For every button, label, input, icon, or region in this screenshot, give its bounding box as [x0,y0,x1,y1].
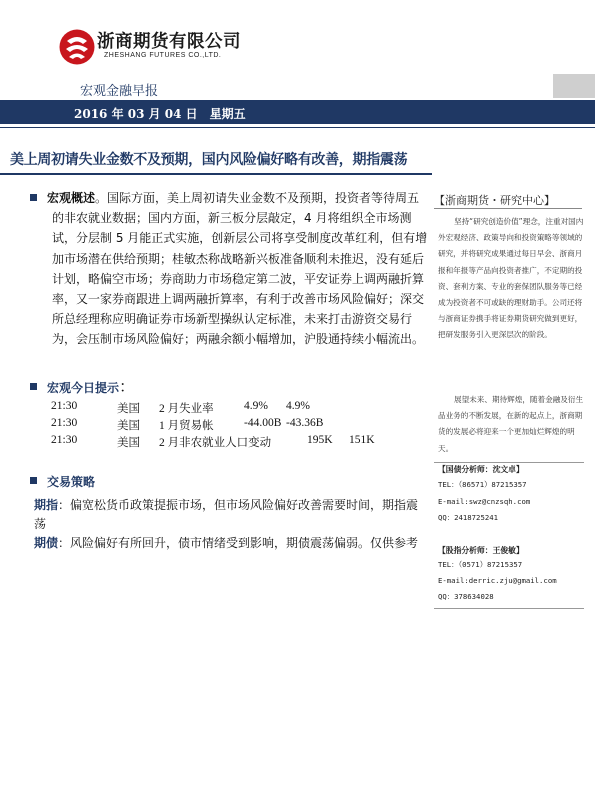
analyst-1-qq: QQ：2418725241 [438,513,499,522]
square-bullet-icon [30,477,37,484]
calendar-prior: -44.00B [244,417,282,429]
square-bullet-icon [30,383,37,390]
analyst-2-tel: TEL：（0571）87215357 [438,560,523,569]
calendar-heading-colon: ： [119,377,136,396]
calendar-event: 2 月非农就业人口变动 [159,437,272,449]
strategy-item-bond-futures [34,534,430,553]
calendar-prior: 4.9% [244,400,268,412]
strategy-text: ：风险偏好有所回升，债市情绪受到影响，期债震荡偏弱。仅供参考 [58,536,419,550]
calendar-country: 美国 [117,420,140,432]
header-accent-block [553,74,595,98]
company-logo-icon [58,28,96,66]
sidebar-title: 【浙商期货・研究中心】 [434,194,555,207]
analyst-2-header: 【股指分析师：王俊敏】 [438,546,524,555]
strategy-heading-text: 交易策略 [47,475,96,489]
calendar-time: 21:30 [51,417,78,429]
overview-label: 宏观概述 [47,191,96,205]
analyst-1-header: 【国债分析师：沈文卓】 [438,465,524,474]
sidebar-outlook-paragraph: 展望未来、期待辉煌，随着金融及衍生品业务的不断发展，在新的起点上，浙商期货的发展必将迎来一个更加灿烂辉煌的明天。 [438,395,584,453]
analyst-2-qq: QQ：378634028 [438,592,494,601]
calendar-time: 21:30 [51,434,78,446]
calendar-country: 美国 [117,403,140,415]
calendar-forecast: 151K [349,434,375,446]
analyst-1-tel: TEL：（86571）87215357 [438,480,527,489]
report-date: 2016 年 03 月 04 日 星期五 [74,107,246,121]
contact-divider [434,608,584,609]
calendar-forecast: 4.9% [286,400,310,412]
header-divider [0,127,595,128]
strategy-heading [30,471,428,490]
company-name-cn: 浙商期货有限公司 [97,32,241,52]
analyst-1-email[interactable]: E-mail:swz@cnzsqh.com [438,497,531,506]
macro-calendar-heading [30,374,428,397]
calendar-event: 1 月贸易帐 [159,420,214,432]
calendar-prior: 195K [307,434,333,446]
calendar-forecast: -43.36B [286,417,324,429]
macro-overview-section [47,188,430,350]
square-bullet-icon [30,194,37,201]
company-name-en: ZHESHANG FUTURES CO.,LTD. [104,52,222,59]
headline-divider [0,173,432,175]
calendar-country: 美国 [117,437,140,449]
strategy-text: ：偏宽松货币政策提振市场，但市场风险偏好改善需要时间，期指震荡 [34,498,419,531]
report-headline: 美上周初请失业金数不及预期，国内风险偏好略有改善，期指震荡 [10,152,408,168]
calendar-time: 21:30 [51,400,78,412]
report-type-title: 宏观金融早报 [80,84,159,99]
analyst-2-email[interactable]: E-mail:derric.zju@gmail.com [438,576,557,585]
strategy-key: 期债 [34,536,59,550]
strategy-key: 期指 [34,498,59,512]
calendar-heading-text: 宏观今日提示 [47,381,120,395]
calendar-event: 2 月失业率 [159,403,214,415]
sidebar-intro-paragraph: 坚持“研究创造价值”理念，注重对国内外宏观经济、政策导向和投资策略等领域的研究，并将研究成果通过每日早会、浙商月报和年报等产品向投资者推广，不定期的投资、套利方案、专业的套保团队服务等已经成为投资者不可或缺的理财助手。公司还将与浙商证券携手将证券期货研究做到更好，把研发服务引入更深层次的阶段。 [438,217,584,340]
contact-divider [434,462,584,463]
overview-text: 。国际方面，美上周初请失业金数不及预期，投资者等待周五的非农就业数据；国内方面，新三板分层敲定，4 月将组织全市场测试，分层制 5 月能正式实施，创新层公司将享受制度改革红利，但有增加市场潜在供给预期；桂敏杰称战略新兴板准备顺利未推迟，没有延后计划，略偏空市场；券商助力市场稳定第二波，平安证券上调两融折算率，又一家券商跟进上调两融折算率，有利于改善市场风险偏好；深交所总经理称应明确证券市场新型操纵认定标准，未来打击游资交易行为，会压制市场风险偏好；两融余额小幅增加，沪股通持续小幅流出。 [52,191,428,347]
sidebar-divider [434,208,582,209]
strategy-item-index-futures [34,496,430,534]
